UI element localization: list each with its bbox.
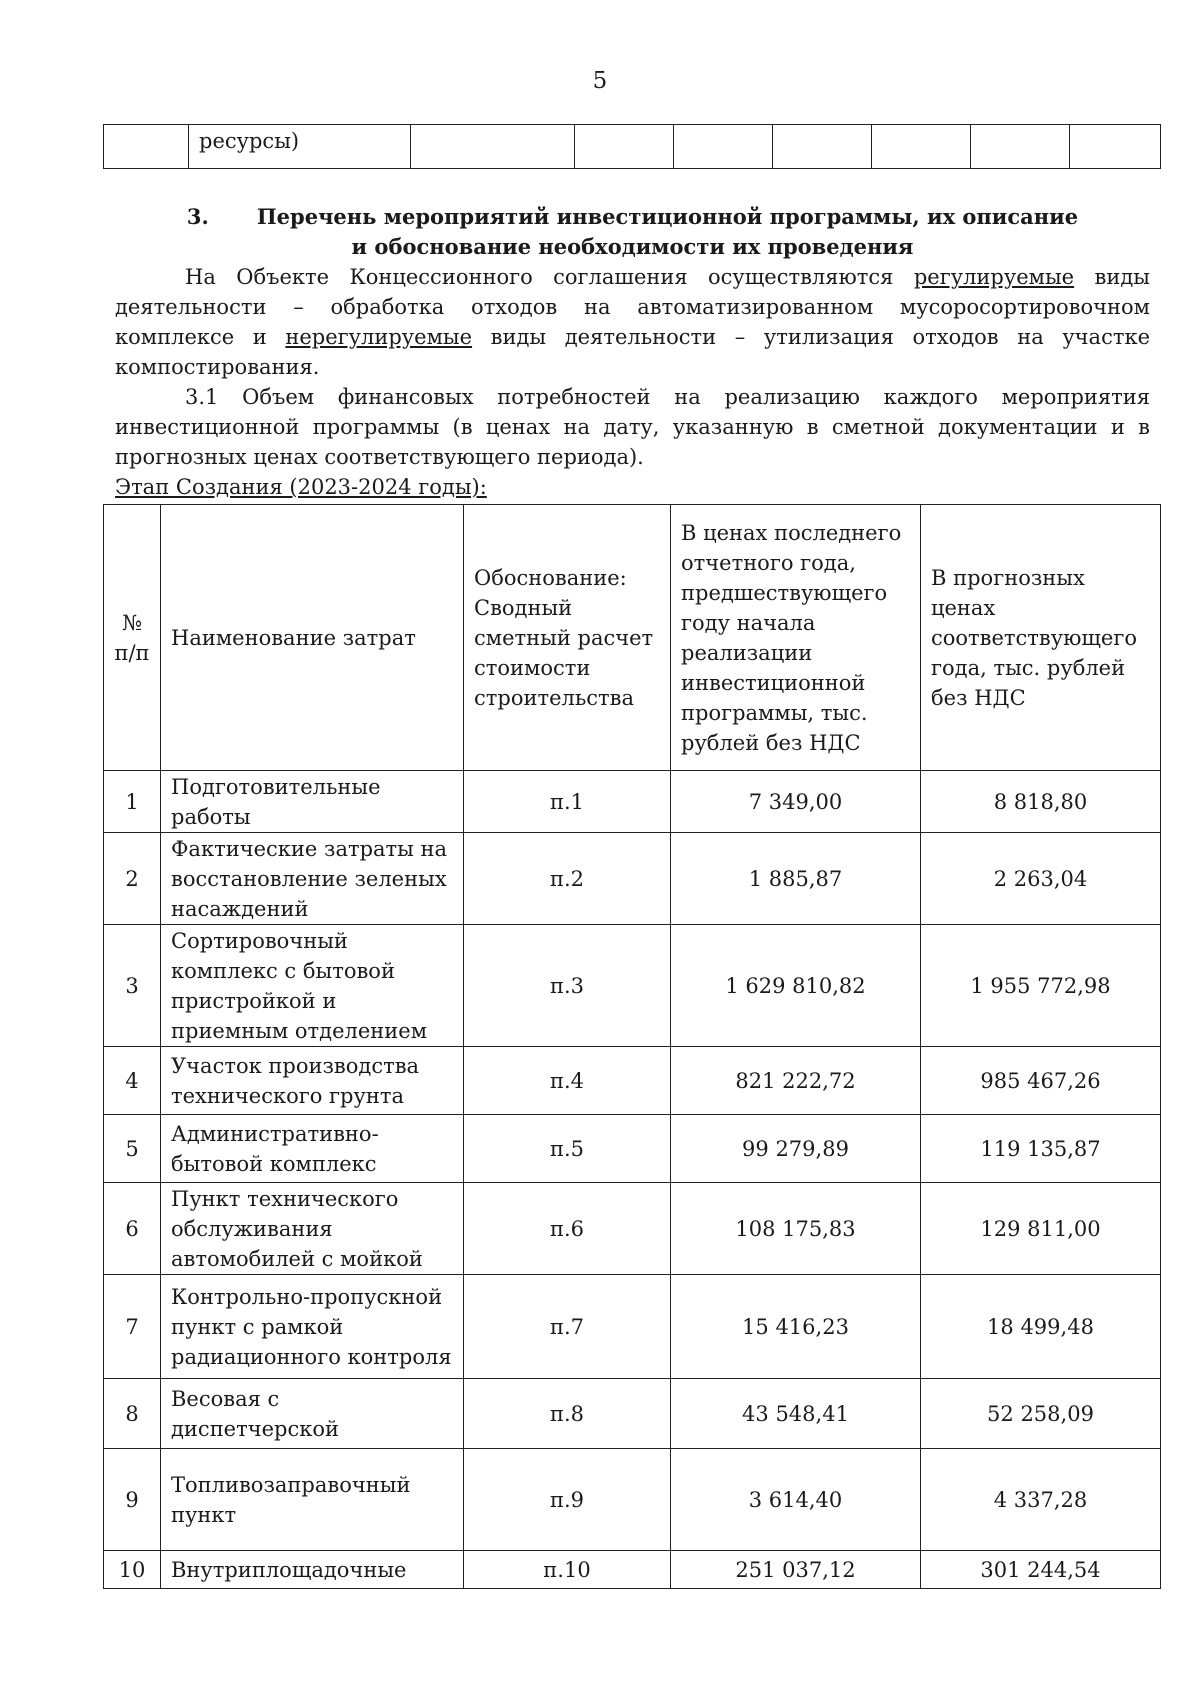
row-number: 10 bbox=[104, 1551, 161, 1589]
paragraph-text: виды деятельности – утилизация отходов на участке компостирования. bbox=[115, 325, 1151, 379]
row-prev-price: 108 175,83 bbox=[671, 1183, 921, 1275]
row-number: 5 bbox=[104, 1115, 161, 1183]
table-cell bbox=[773, 125, 872, 169]
row-name: Весовая с диспетчерской bbox=[161, 1379, 464, 1449]
row-number: 7 bbox=[104, 1275, 161, 1379]
section-heading bbox=[115, 202, 1150, 262]
paragraph-activities bbox=[115, 262, 1150, 382]
row-basis-ref: п.7 bbox=[464, 1275, 671, 1379]
table-row bbox=[104, 771, 1161, 833]
row-basis-ref: п.2 bbox=[464, 833, 671, 925]
header-num: № п/п bbox=[104, 505, 161, 771]
row-name: Сортировочный комплекс с бытовой пристройкой и приемным отделением bbox=[161, 925, 464, 1047]
row-forecast-price: 119 135,87 bbox=[921, 1115, 1161, 1183]
row-basis-ref: п.4 bbox=[464, 1047, 671, 1115]
regulated-term: регулируемые bbox=[913, 265, 1075, 289]
section-number: 3. bbox=[186, 204, 209, 229]
row-name: Пункт технического обслуживания автомобилей с мойкой bbox=[161, 1183, 464, 1275]
investment-costs-table bbox=[103, 504, 1161, 1589]
row-basis-ref: п.6 bbox=[464, 1183, 671, 1275]
row-name: Контрольно-пропускной пункт с рамкой радиационного контроля bbox=[161, 1275, 464, 1379]
row-name: Участок производства технического грунта bbox=[161, 1047, 464, 1115]
unregulated-term: нерегулируемые bbox=[285, 325, 473, 349]
row-prev-price: 43 548,41 bbox=[671, 1379, 921, 1449]
row-prev-price: 251 037,12 bbox=[671, 1551, 921, 1589]
row-prev-price: 99 279,89 bbox=[671, 1115, 921, 1183]
table-cell bbox=[971, 125, 1070, 169]
table-row bbox=[104, 925, 1161, 1047]
section-title-line1: Перечень мероприятий инвестиционной программы, их описание bbox=[256, 204, 1079, 229]
row-number: 4 bbox=[104, 1047, 161, 1115]
row-number: 9 bbox=[104, 1449, 161, 1551]
table-row bbox=[104, 1047, 1161, 1115]
page-number: 5 bbox=[592, 68, 608, 94]
header-basis: Обоснование: Сводный сметный расчет стоимости строительства bbox=[464, 505, 671, 771]
row-basis-ref: п.3 bbox=[464, 925, 671, 1047]
stage-label: Этап Создания (2023-2024 годы): bbox=[115, 475, 487, 499]
paragraph-text: На Объекте Концессионного соглашения осуществляются bbox=[185, 265, 914, 289]
section-3 bbox=[115, 202, 1150, 502]
row-forecast-price: 52 258,09 bbox=[921, 1379, 1161, 1449]
row-basis-ref: п.10 bbox=[464, 1551, 671, 1589]
table-cell bbox=[575, 125, 674, 169]
table-cell bbox=[674, 125, 773, 169]
row-prev-price: 3 614,40 bbox=[671, 1449, 921, 1551]
row-number: 8 bbox=[104, 1379, 161, 1449]
row-number: 3 bbox=[104, 925, 161, 1047]
table-row bbox=[104, 1115, 1161, 1183]
row-name: Административно-бытовой комплекс bbox=[161, 1115, 464, 1183]
continued-table-fragment bbox=[103, 124, 1161, 169]
row-number: 6 bbox=[104, 1183, 161, 1275]
row-name: Топливозаправочный пункт bbox=[161, 1449, 464, 1551]
table-row bbox=[104, 1379, 1161, 1449]
table-row bbox=[104, 1275, 1161, 1379]
row-forecast-price: 129 811,00 bbox=[921, 1183, 1161, 1275]
row-basis-ref: п.5 bbox=[464, 1115, 671, 1183]
table-row bbox=[104, 1551, 1161, 1589]
header-forecast-prices: В прогнозных ценах соответствующего года, тыс. рублей без НДС bbox=[921, 505, 1161, 771]
row-basis-ref: п.8 bbox=[464, 1379, 671, 1449]
section-title-line2: и обоснование необходимости их проведения bbox=[351, 234, 914, 259]
table-cell: ресурсы) bbox=[189, 125, 411, 169]
table-row bbox=[104, 833, 1161, 925]
row-prev-price: 821 222,72 bbox=[671, 1047, 921, 1115]
paragraph-text: виды деятельности – обработка отходов на автоматизированном мусоросортировочном комплексе и bbox=[115, 265, 1150, 349]
row-prev-price: 1 885,87 bbox=[671, 833, 921, 925]
row-forecast-price: 1 955 772,98 bbox=[921, 925, 1161, 1047]
table-header-row bbox=[104, 505, 1161, 771]
row-forecast-price: 301 244,54 bbox=[921, 1551, 1161, 1589]
header-prev-prices: В ценах последнего отчетного года, предшествующего году начала реализации инвестиционной программы, тыс. рублей без НДС bbox=[671, 505, 921, 771]
row-forecast-price: 985 467,26 bbox=[921, 1047, 1161, 1115]
row-name: Внутриплощадочные bbox=[161, 1551, 464, 1589]
row-forecast-price: 2 263,04 bbox=[921, 833, 1161, 925]
row-name: Фактические затраты на восстановление зеленых насаждений bbox=[161, 833, 464, 925]
row-basis-ref: п.1 bbox=[464, 771, 671, 833]
table-cell bbox=[1070, 125, 1161, 169]
row-forecast-price: 8 818,80 bbox=[921, 771, 1161, 833]
row-prev-price: 1 629 810,82 bbox=[671, 925, 921, 1047]
row-basis-ref: п.9 bbox=[464, 1449, 671, 1551]
row-forecast-price: 18 499,48 bbox=[921, 1275, 1161, 1379]
row-prev-price: 7 349,00 bbox=[671, 771, 921, 833]
row-forecast-price: 4 337,28 bbox=[921, 1449, 1161, 1551]
row-name: Подготовительные работы bbox=[161, 771, 464, 833]
row-number: 2 bbox=[104, 833, 161, 925]
row-prev-price: 15 416,23 bbox=[671, 1275, 921, 1379]
paragraph-financial-needs: 3.1 Объем финансовых потребностей на реализацию каждого мероприятия инвестиционной программы (в ценах на дату, указанную в сметной документации и в прогнозных ценах соответствующего периода). bbox=[115, 385, 1150, 469]
header-name: Наименование затрат bbox=[161, 505, 464, 771]
table-cell bbox=[411, 125, 575, 169]
table-cell bbox=[104, 125, 189, 169]
table-row bbox=[104, 1449, 1161, 1551]
row-number: 1 bbox=[104, 771, 161, 833]
table-row bbox=[104, 1183, 1161, 1275]
table-cell bbox=[872, 125, 971, 169]
table-row bbox=[104, 125, 1161, 169]
